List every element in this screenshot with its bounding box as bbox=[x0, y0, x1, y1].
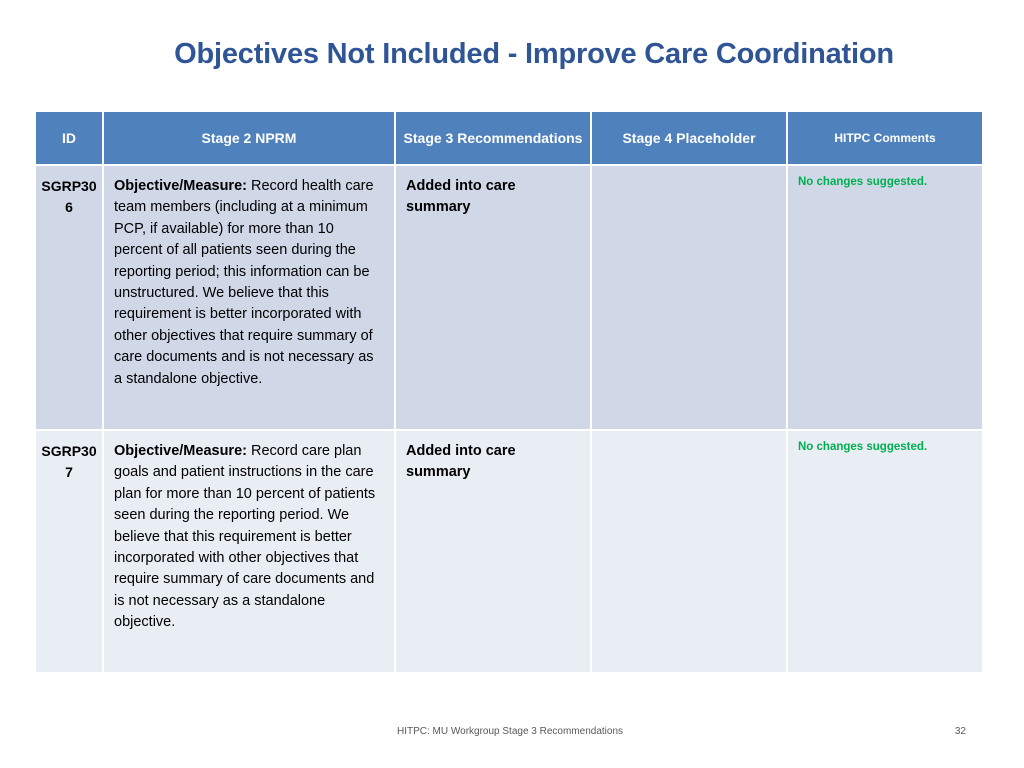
table-row bbox=[35, 430, 983, 673]
row-id: SGRP306 bbox=[35, 165, 103, 430]
objective-measure-label: Objective/Measure: bbox=[114, 178, 247, 194]
objective-measure-text: Record health care team members (including at a minimum PCP, if available) for more than 10 percent of all patients seen during the reporting period; this information can be unstructured. We believe that this requirement is better incorporated with other objectives that require summary of care documents and is not necessary as a standalone objective. bbox=[114, 178, 374, 387]
objective-measure-text: Record care plan goals and patient instructions in the care plan for more than 10 percent of patients seen during the reporting period. We believe that this requirement is better incorporated with other objectives that require summary of care documents and is not necessary as a standalone objective. bbox=[114, 443, 376, 631]
row-stage2-nprm bbox=[103, 165, 395, 430]
row-hitpc-comment: No changes suggested. bbox=[787, 430, 983, 673]
header-stage2-nprm: Stage 2 NPRM bbox=[103, 111, 395, 165]
row-stage3-recommendation: Added into care summary bbox=[395, 430, 591, 673]
row-stage2-nprm bbox=[103, 430, 395, 673]
objectives-table bbox=[34, 110, 984, 674]
header-id: ID bbox=[35, 111, 103, 165]
table-row bbox=[35, 165, 983, 430]
row-stage4-placeholder bbox=[591, 430, 787, 673]
header-hitpc-comments: HITPC Comments bbox=[787, 111, 983, 165]
header-stage3-recommendations: Stage 3 Recommendations bbox=[395, 111, 591, 165]
row-stage3-recommendation: Added into care summary bbox=[395, 165, 591, 430]
row-stage4-placeholder bbox=[591, 165, 787, 430]
row-id: SGRP307 bbox=[35, 430, 103, 673]
page-number: 32 bbox=[954, 726, 966, 737]
table-header-row bbox=[35, 111, 983, 165]
footer-text: HITPC: MU Workgroup Stage 3 Recommendations bbox=[396, 726, 623, 737]
row-hitpc-comment: No changes suggested. bbox=[787, 165, 983, 430]
header-stage4-placeholder: Stage 4 Placeholder bbox=[591, 111, 787, 165]
objective-measure-label: Objective/Measure: bbox=[114, 443, 247, 459]
slide-title: Objectives Not Included - Improve Care Coordination bbox=[174, 38, 894, 70]
